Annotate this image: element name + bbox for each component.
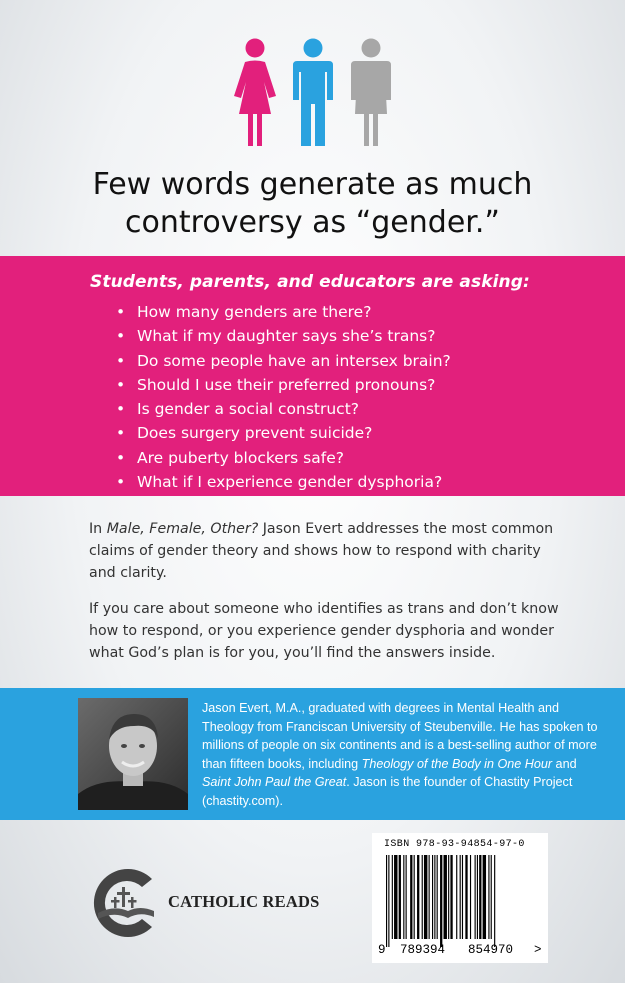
question-item: • Should I use their preferred pronouns? <box>116 373 451 397</box>
headline-line-2: controversy as “gender.” <box>125 205 500 240</box>
barcode-bar <box>483 855 486 939</box>
barcode-bar <box>406 855 407 939</box>
barcode-bar <box>434 855 435 939</box>
description-rest: Jason Evert addresses the most common claims of gender theory and shows how to respond with charity and clarity. <box>89 521 554 581</box>
bio-part-2: . Jason is the founder of Chastity Project (chastity.com). <box>202 775 573 808</box>
barcode-bar <box>432 855 433 939</box>
barcode-digit-prefix: 9 <box>378 943 386 957</box>
headline <box>0 166 625 242</box>
barcode-bar <box>465 855 467 939</box>
bio-part-1: Jason Evert, M.A., graduated with degrees in Mental Health and Theology from Franciscan University of Steubenville. He has spoken to millions of people on six continents and is a best-selling author of more than fifteen books, including <box>202 701 598 771</box>
questions-band <box>0 256 625 496</box>
author-photo <box>78 698 188 810</box>
description-paragraph-1 <box>89 518 559 584</box>
barcode-bar <box>475 855 476 939</box>
description-prefix: In <box>89 521 107 537</box>
barcode-bar <box>417 855 419 939</box>
barcode-bar <box>470 855 471 939</box>
question-item: • Is gender a social construct? <box>116 397 451 421</box>
author-band <box>0 688 625 820</box>
male-figure-icon <box>291 38 335 148</box>
gender-figures <box>0 38 625 148</box>
barcode-bar <box>437 855 438 939</box>
barcode-bar <box>424 855 427 939</box>
barcode-bar <box>462 855 463 939</box>
book-title: Male, Female, Other? <box>106 521 259 537</box>
question-item: • Does surgery prevent suicide? <box>116 421 451 445</box>
barcode-bar <box>479 855 481 939</box>
barcode-bar <box>460 855 461 939</box>
barcode-bar <box>386 855 387 947</box>
neutral-figure-icon <box>349 38 393 148</box>
barcode-bar <box>448 855 449 939</box>
question-item: • What if I experience gender dysphoria? <box>116 470 451 494</box>
barcode-bar <box>450 855 452 939</box>
bio-book-2: Saint John Paul the Great <box>202 775 347 790</box>
question-item: • Do some people have an intersex brain? <box>116 349 451 373</box>
author-bio <box>202 699 608 811</box>
question-item: • How many genders are there? <box>116 300 451 324</box>
barcode-bar <box>388 855 389 947</box>
female-figure-icon <box>233 38 277 148</box>
barcode-bar <box>477 855 478 939</box>
bio-book-1: Theology of the Body in One Hour <box>361 756 553 771</box>
barcode-digit-suffix: > <box>534 943 542 957</box>
catholic-reads-logo-icon <box>84 861 162 945</box>
question-item: • Are puberty blockers safe? <box>116 446 451 470</box>
barcode-bar <box>456 855 457 939</box>
barcode-bar <box>392 855 393 939</box>
barcode-bar <box>410 855 412 939</box>
isbn-barcode <box>372 833 548 963</box>
headline-line-1: Few words generate as much <box>92 167 533 202</box>
barcode-bar <box>494 855 495 947</box>
questions-heading: Students, parents, and educators are asking: <box>90 272 530 292</box>
description-paragraph-2: If you care about someone who identifies as trans and don’t know how to respond, or you experience gender dysphoria and wonder what God’s plan is for you, you’ll find the answers inside. <box>89 601 559 661</box>
bio-and: and <box>552 756 577 771</box>
barcode-digits-left: 789394 <box>400 943 446 957</box>
barcode-bars <box>386 855 538 947</box>
questions-list <box>116 300 451 494</box>
barcode-bar <box>403 855 404 939</box>
isbn-text: ISBN 978-93-94854-97-0 <box>384 839 525 850</box>
barcode-bar <box>399 855 401 939</box>
barcode-bar <box>440 855 442 947</box>
barcode-bar <box>414 855 415 939</box>
barcode-bar <box>488 855 489 939</box>
barcode-bar <box>394 855 397 939</box>
barcode-bar <box>422 855 423 939</box>
question-item: • What if my daughter says she’s trans? <box>116 324 451 348</box>
barcode-bar <box>444 855 447 939</box>
barcode-digits-right: 854970 <box>468 943 514 957</box>
barcode-bar <box>491 855 492 939</box>
publisher-name: CATHOLIC READS <box>168 892 320 911</box>
barcode-bar <box>429 855 430 939</box>
